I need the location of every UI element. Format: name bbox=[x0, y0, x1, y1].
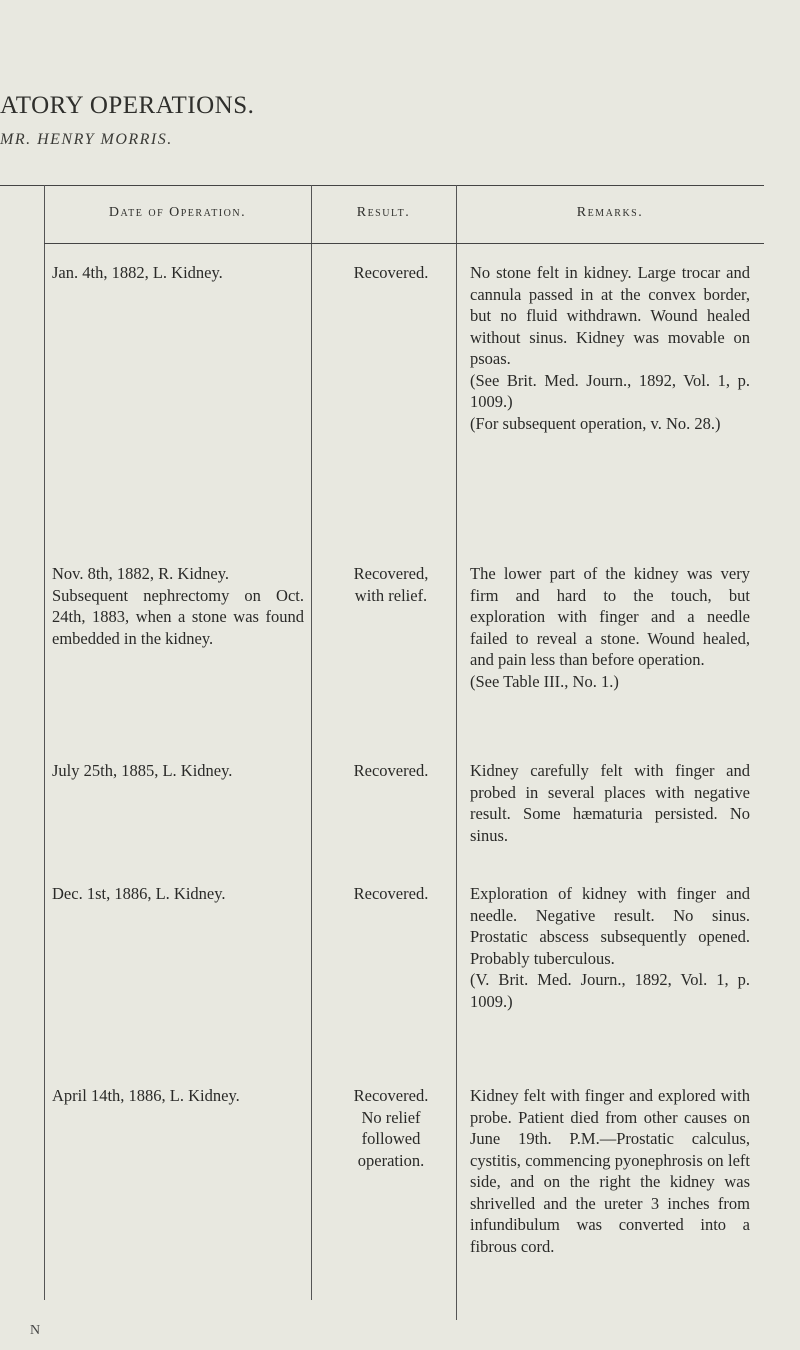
result-cell bbox=[326, 563, 456, 606]
result-line: Recovered, bbox=[353, 564, 429, 583]
remark-text: Kidney felt with finger and explored with probe. Patient died from other causes on June 19th. P.M.—Prostatic calculus, cystitis, commencing pyonephrosis on left side, and on the right the kidney was shrivelled and the ureter 3 inches from infundibulum was converted into a fibrous cord. bbox=[470, 1086, 750, 1256]
result-line: with relief. bbox=[354, 585, 428, 605]
date-line: Dec. 1st, 1886, L. Kidney. bbox=[52, 884, 226, 903]
date-line: Nov. 8th, 1882, R. Kidney. bbox=[52, 564, 230, 583]
date-line: July 25th, 1885, L. Kidney. bbox=[52, 761, 233, 780]
header-result: Result. bbox=[356, 205, 411, 220]
top-rule bbox=[0, 185, 764, 186]
remarks-cell bbox=[470, 883, 750, 1012]
remarks-cell bbox=[470, 262, 750, 434]
date-cell bbox=[52, 760, 304, 782]
remarks-cell bbox=[470, 1085, 750, 1257]
column-divider-left bbox=[44, 185, 45, 1300]
date-cell bbox=[52, 883, 304, 905]
remark-citation: (V. Brit. Med. Journ., 1892, Vol. 1, p. 1009.) bbox=[470, 970, 750, 1011]
result-cell bbox=[326, 1085, 456, 1171]
remark-text: Kidney carefully felt with finger and probed in several places with negative result. Some hæmaturia persisted. No sinus. bbox=[470, 761, 750, 845]
result-line: operation. bbox=[357, 1150, 425, 1170]
header-rule bbox=[44, 243, 764, 244]
result-cell bbox=[326, 760, 456, 782]
footer-signature-mark: N bbox=[30, 1323, 41, 1338]
date-line: April 14th, 1886, L. Kidney. bbox=[52, 1086, 240, 1105]
result-cell bbox=[326, 262, 456, 284]
remark-text: No stone felt in kidney. Large trocar and cannula passed in at the convex border, but no fluid withdrawn. Wound healed without sinus. Kidney was movable on psoas. bbox=[470, 263, 750, 368]
result-line: Recovered. bbox=[353, 263, 429, 282]
result-cell bbox=[326, 883, 456, 905]
header-remarks: Remarks. bbox=[576, 205, 644, 220]
result-line: Recovered. bbox=[353, 1086, 429, 1105]
column-divider-1 bbox=[311, 185, 312, 1300]
page-title: ATORY OPERATIONS. bbox=[0, 92, 255, 119]
date-cell bbox=[52, 563, 304, 649]
date-cell bbox=[52, 1085, 304, 1107]
date-note: Subsequent nephrectomy on Oct. 24th, 1883, when a stone was found embedded in the kidney. bbox=[52, 585, 304, 648]
header-date: Date of Operation. bbox=[108, 205, 247, 220]
remark-text: The lower part of the kidney was very firm and hard to the touch, but exploration with finger and a needle failed to reveal a stone. Wound healed, and pain less than before operation. bbox=[470, 564, 750, 669]
result-line: Recovered. bbox=[353, 884, 429, 903]
result-line: No relief bbox=[361, 1107, 421, 1127]
remark-citation: (See Brit. Med. Journ., 1892, Vol. 1, p. 1009.) bbox=[470, 370, 750, 411]
remark-text: Exploration of kidney with finger and needle. Negative result. No sinus. Prostatic abscess subsequently opened. Probably tuberculous. bbox=[470, 884, 750, 968]
result-line: Recovered. bbox=[353, 761, 429, 780]
result-line: followed bbox=[361, 1129, 421, 1148]
date-cell bbox=[52, 262, 304, 284]
date-line: Jan. 4th, 1882, L. Kidney. bbox=[52, 263, 223, 282]
remarks-cell bbox=[470, 760, 750, 846]
remark-citation: (For subsequent operation, v. No. 28.) bbox=[470, 413, 721, 433]
column-divider-2 bbox=[456, 185, 457, 1320]
author-line: MR. HENRY MORRIS. bbox=[0, 131, 173, 148]
remark-citation: (See Table III., No. 1.) bbox=[470, 671, 619, 691]
remarks-cell bbox=[470, 563, 750, 692]
